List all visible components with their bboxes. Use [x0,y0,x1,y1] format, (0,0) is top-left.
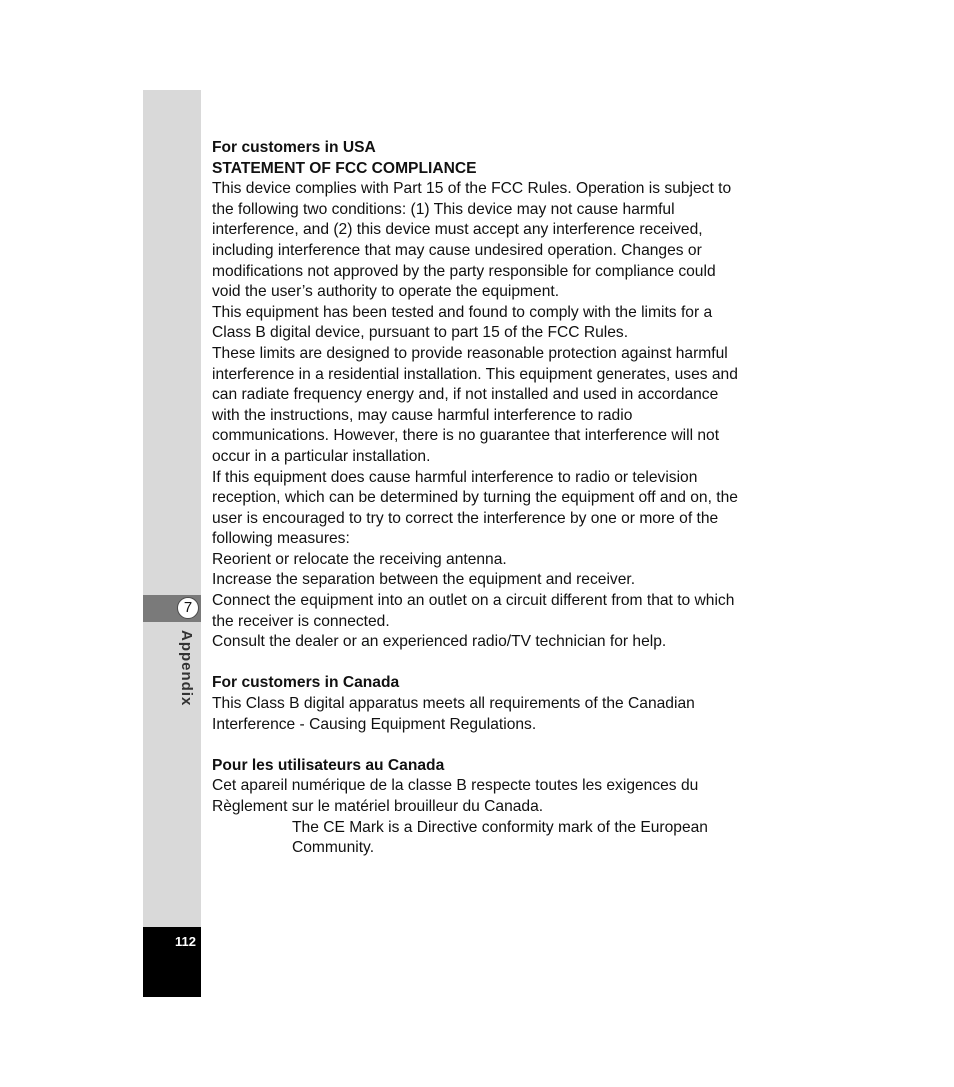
chapter-number-badge: 7 [177,597,199,619]
canada-fr-text: Cet apareil numérique de la classe B respecte toutes les exigences du Règlement sur le matériel brouilleur du Canada. [212,777,699,815]
fcc-statement-heading: STATEMENT OF FCC COMPLIANCE [212,159,477,177]
fcc-paragraph: This device complies with Part 15 of the FCC Rules. Operation is subject to the following two conditions: (1) This device may not cause harmful interference, and (2) this device must accept any interference received, including interference that may cause undesired operation. Changes or modifications not approved by the party responsible for compliance could void the user’s authority to operate the equipment. [212,180,732,301]
canada-fr-heading: Pour les utilisateurs au Canada [212,756,445,774]
fcc-measure: Reorient or relocate the receiving antenna. [212,550,507,568]
fcc-paragraph: This equipment has been tested and found to comply with the limits for a Class B digital device, pursuant to part 15 of the FCC Rules. [212,303,713,342]
fcc-measure: Consult the dealer or an experienced radio/TV technician for help. [212,633,667,651]
usa-heading: For customers in USA [212,139,376,156]
page-content [212,138,744,859]
ce-mark-text: The CE Mark is a Directive conformity mark of the European Community. [292,818,708,857]
spacer [212,735,744,756]
canada-text: This Class B digital apparatus meets all requirements of the Canadian Interference - Causing Equipment Regulations. [212,695,695,733]
fcc-paragraph: These limits are designed to provide reasonable protection against harmful interference in a residential installation. This equipment generates, uses and can radiate frequency energy and, if not installed and used in accordance with the instructions, may cause harmful interference to radio communications. However, there is no guarantee that interference will not occur in a particular installation. [212,344,738,465]
canada-heading: For customers in Canada [212,674,400,692]
fcc-measure: Connect the equipment into an outlet on a circuit different from that to which the receiver is connected. [212,592,735,630]
fcc-measure: Increase the separation between the equipment and receiver. [212,571,636,589]
fcc-paragraph: If this equipment does cause harmful interference to radio or television reception, which can be determined by turning the equipment off and on, the user is encouraged to try to correct the interference by one or more of the following measures: [212,468,738,548]
chapter-sidebar [143,90,201,997]
section-label: Appendix [178,630,195,707]
spacer [212,653,744,674]
page-number: 112 [175,934,196,949]
